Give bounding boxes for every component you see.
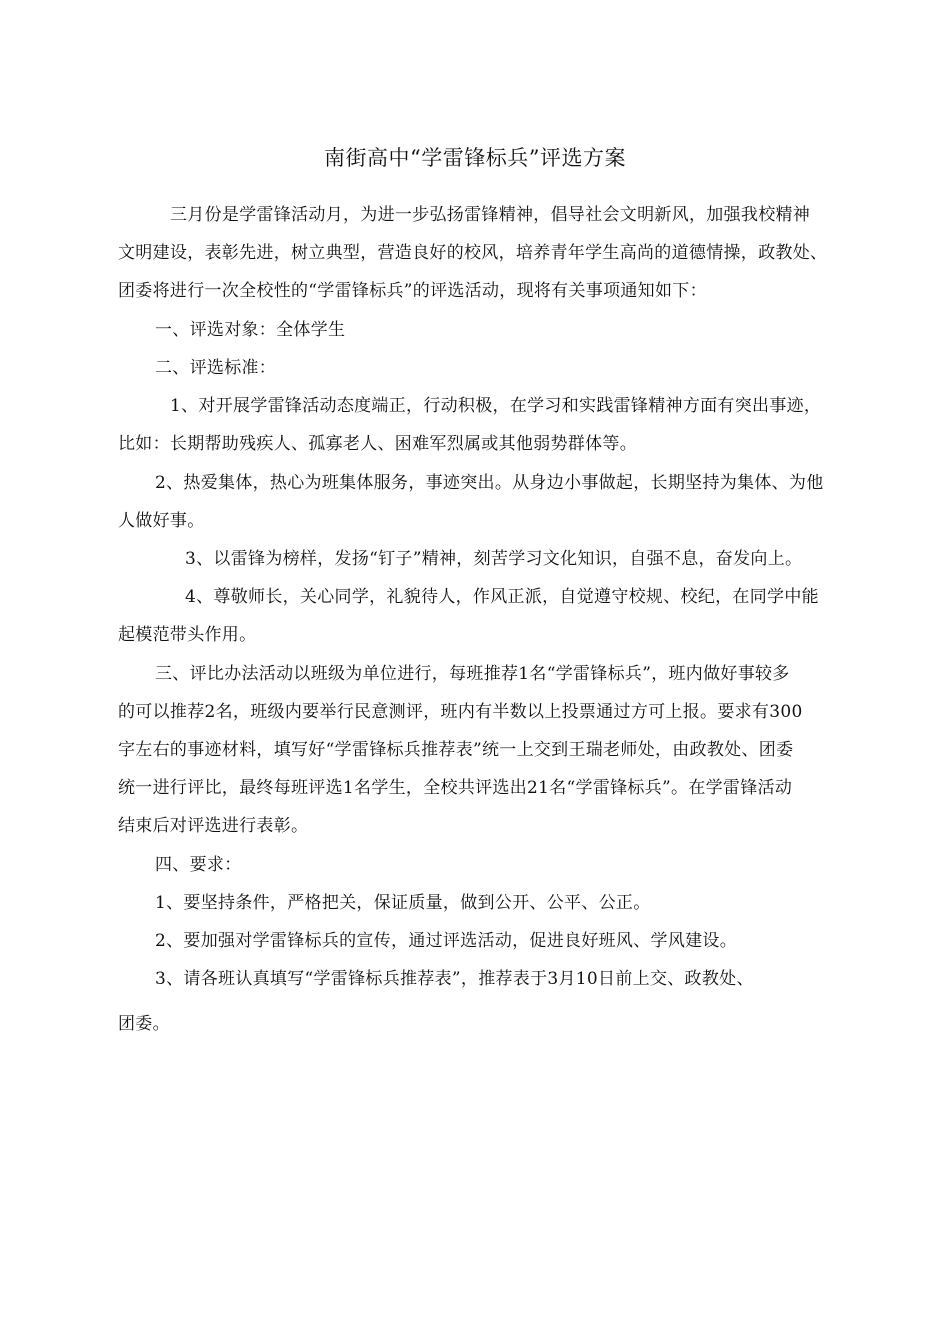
paragraph-line: 文明建设，表彰先进，树立典型，营造良好的校风，培养青年学生高尚的道德情操，政教处、 <box>118 243 828 263</box>
paragraph-line: 3、请各班认真填写“学雷锋标兵推荐表”，推荐表于3月10日前上交、政教处、 <box>155 969 754 989</box>
paragraph-line: 起模范带头作用。 <box>118 625 257 645</box>
paragraph-line: 2、热爱集体，热心为班集体服务，事迹突出。从身边小事做起，长期坚持为集体、为他 <box>155 473 824 493</box>
paragraph-line: 1、要坚持条件，严格把关，保证质量，做到公开、公平、公正。 <box>155 893 651 913</box>
paragraph-line: 4、尊敬师长，关心同学，礼貌待人，作风正派，自觉遵守校规、校纪，在同学中能 <box>185 587 819 607</box>
paragraph-line: 结束后对评选进行表彰。 <box>118 816 309 836</box>
paragraph-line: 的可以推荐2名，班级内要举行民意测评，班内有半数以上投票通过方可上报。要求有300 <box>118 702 803 722</box>
paragraph-line: 人做好事。 <box>118 511 205 531</box>
paragraph-line: 三、评比办法活动以班级为单位进行，每班推荐1名“学雷锋标兵”，班内做好事较多 <box>155 664 790 684</box>
section-heading: 一、评选对象：全体学生 <box>155 320 346 340</box>
section-heading: 二、评选标准： <box>155 358 277 378</box>
paragraph-line: 团委。 <box>118 1014 170 1034</box>
paragraph-line: 三月份是学雷锋活动月，为进一步弘扬雷锋精神，倡导社会文明新风，加强我校精神 <box>170 205 811 225</box>
paragraph-line: 团委将进行一次全校性的“学雷锋标兵”的评选活动，现将有关事项通知如下： <box>118 281 707 301</box>
paragraph-line: 比如：长期帮助残疾人、孤寡老人、困难军烈属或其他弱势群体等。 <box>118 434 637 454</box>
paragraph-line: 2、要加强对学雷锋标兵的宣传，通过评选活动，促进良好班风、学风建设。 <box>155 931 738 951</box>
paragraph-line: 1、对开展学雷锋活动态度端正，行动积极，在学习和实践雷锋精神方面有突出事迹， <box>170 396 822 416</box>
paragraph-line: 字左右的事迹材料，填写好“学雷锋标兵推荐表”统一上交到王瑞老师处，由政教处、团委 <box>118 740 794 760</box>
paragraph-line: 统一进行评比，最终每班评选1名学生，全校共评选出21名“学雷锋标兵”。在学雷锋活动 <box>118 778 793 798</box>
paragraph-line: 3、以雷锋为榜样，发扬“钉子”精神，刻苦学习文化知识，自强不息，奋发向上。 <box>185 549 803 569</box>
document-title: 南街高中“学雷锋标兵”评选方案 <box>324 146 626 170</box>
section-heading: 四、要求： <box>155 855 242 875</box>
